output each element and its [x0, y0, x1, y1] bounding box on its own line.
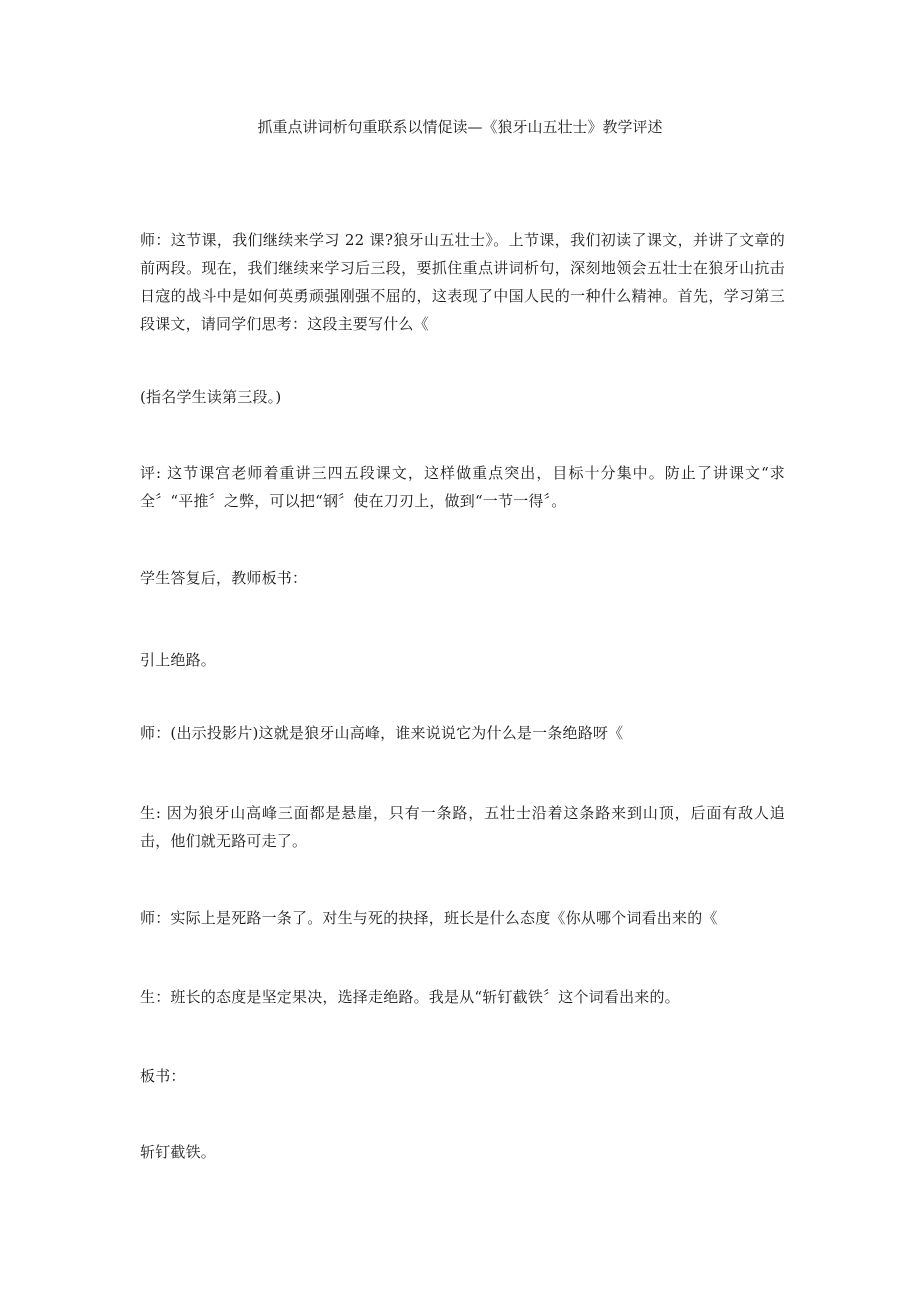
paragraph-student-response: 生: 因为狼牙山高峰三面都是悬崖，只有一条路，五壮士沿着这条路来到山顶，后面有敌人追击，他们就无路可走了。: [140, 804, 785, 850]
paragraph-board-note-1: 引上绝路。: [140, 651, 217, 669]
paragraph-student-answer: 学生答复后，教师板书：: [140, 569, 308, 587]
document-title: 抓重点讲词析句重联系以情促读—《狼牙山五壮士》教学评述: [257, 118, 663, 136]
paragraph-teacher-followup: 师：实际上是死路一条了。对生与死的抉择，班长是什么态度《你从哪个词看出来的《: [140, 909, 718, 927]
paragraph-read-instruction: (指名学生读第三段。): [140, 388, 282, 406]
paragraph-teacher-question: 师：(出示投影片)这就是狼牙山高峰，谁来说说它为什么是一条绝路呀《: [140, 724, 624, 742]
paragraph-commentary: 评: 这节课宫老师着重讲三四五段课文，这样做重点突出，目标十分集中。防止了讲课文“求全〞“平推〞之弊，可以把“钢〞使在刀刃上，做到“一节一得〞。: [140, 464, 785, 510]
paragraph-board-note-2: 斩钉截铁。: [140, 1143, 217, 1161]
paragraph-teacher-intro: 师：这节课，我们继续来学习 22 课?狼牙山五壮士》。上节课，我们初读了课文，并讲了文章的前两段。现在，我们继续来学习后三段，要抓住重点讲词析句，深刻地领会五壮士在狼牙山抗击日寇的战斗中是如何英勇顽强刚强不屈的，这表现了中国人民的一种什么精神。首先，学习第三段课文，请同学们思考：这段主要写什么《: [140, 231, 785, 333]
paragraph-student-reply: 生：班长的态度是坚定果决，选择走绝路。我是从“斩钉截铁〞这个词看出来的。: [140, 988, 680, 1006]
paragraph-board-label: 板书：: [140, 1067, 186, 1085]
